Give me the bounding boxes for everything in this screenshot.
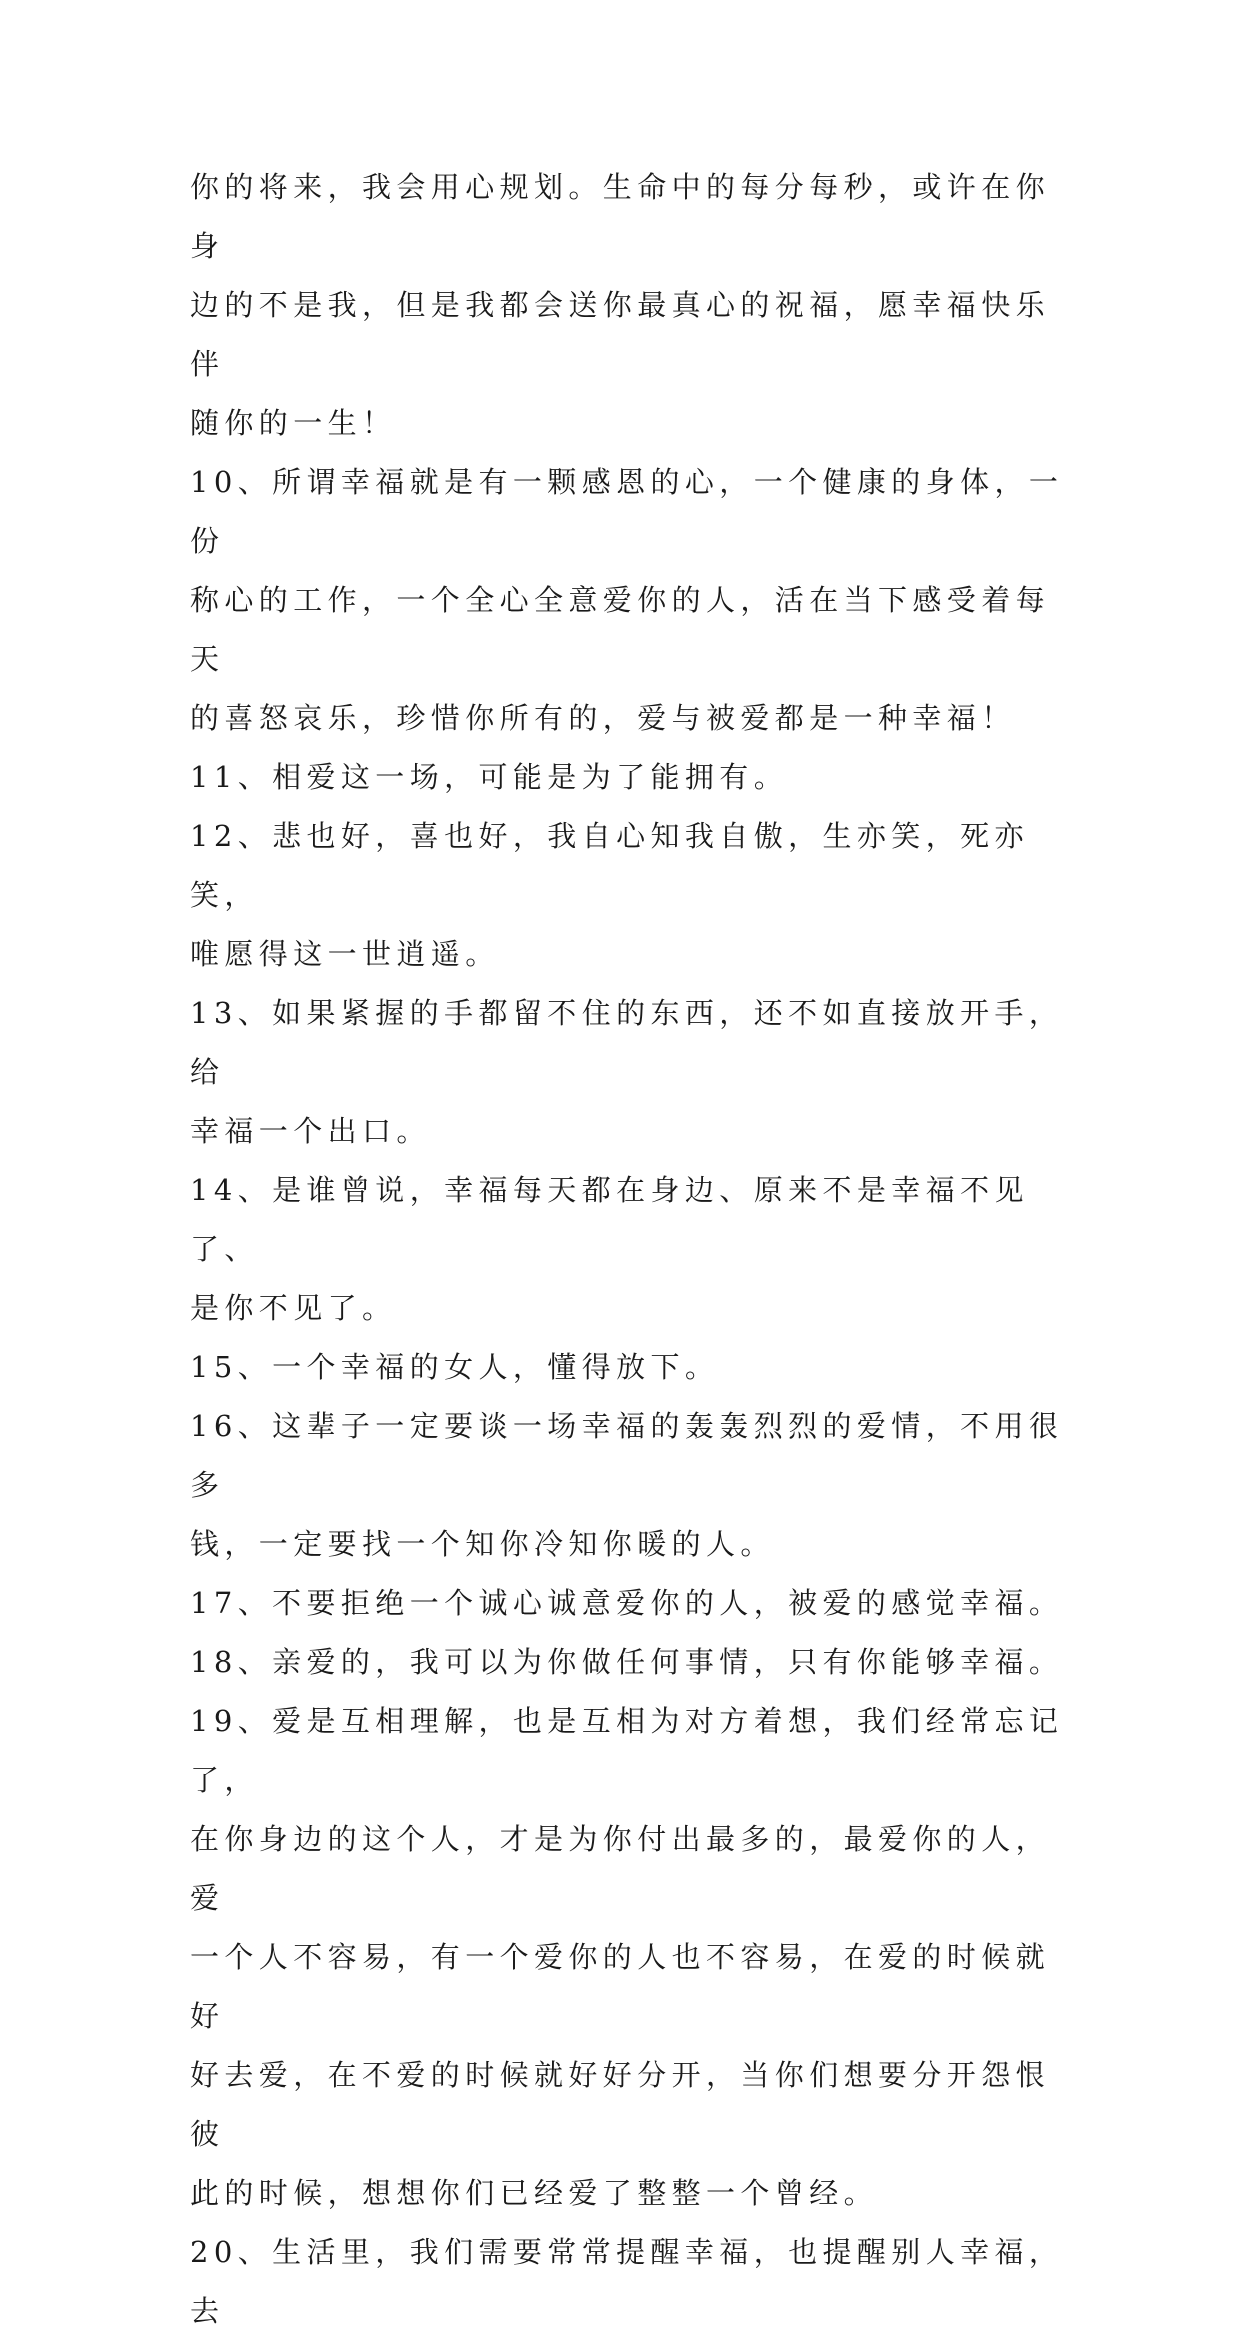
text-line: 好去爱，在不爱的时候就好好分开，当你们想要分开怨恨彼	[190, 2058, 1051, 2151]
text-line: 边的不是我，但是我都会送你最真心的祝福，愿幸福快乐伴	[190, 288, 1051, 381]
text-line: 12、悲也好，喜也好，我自心知我自傲，生亦笑，死亦笑，	[190, 819, 1029, 912]
text-line: 18、亲爱的，我可以为你做任何事情，只有你能够幸福。	[190, 1645, 1064, 1679]
text-line: 是你不见了。	[190, 1291, 397, 1325]
text-line: 称心的工作，一个全心全意爱你的人，活在当下感受着每天	[190, 583, 1051, 676]
text-line: 一个人不容易，有一个爱你的人也不容易，在爱的时候就好	[190, 1940, 1051, 2033]
text-line: 11、相爱这一场，可能是为了能拥有。	[190, 760, 789, 794]
text-line: 随你的一生！	[190, 406, 397, 440]
text-line: 15、一个幸福的女人，懂得放下。	[190, 1350, 720, 1384]
text-line: 10、所谓幸福就是有一颗感恩的心，一个健康的身体，一份	[190, 465, 1064, 558]
text-line: 16、这辈子一定要谈一场幸福的轰轰烈烈的爱情，不用很多	[190, 1409, 1064, 1502]
text-line: 20、生活里，我们需要常常提醒幸福，也提醒别人幸福，去	[190, 2235, 1064, 2328]
text-line: 的喜怒哀乐，珍惜你所有的，爱与被爱都是一种幸福！	[190, 701, 1016, 735]
text-line: 19、爱是互相理解，也是互相为对方着想，我们经常忘记了，	[190, 1704, 1064, 1797]
text-line: 唯愿得这一世逍遥。	[190, 937, 500, 971]
text-line: 你的将来，我会用心规划。生命中的每分每秒，或许在你身	[190, 170, 1051, 263]
text-line: 钱，一定要找一个知你冷知你暖的人。	[190, 1527, 775, 1561]
document-body	[190, 158, 1070, 2341]
text-line: 幸福一个出口。	[190, 1114, 431, 1148]
text-line: 14、是谁曾说，幸福每天都在身边、原来不是幸福不见了、	[190, 1173, 1029, 1266]
text-line: 13、如果紧握的手都留不住的东西，还不如直接放开手，给	[190, 996, 1064, 1089]
text-line: 此的时候，想想你们已经爱了整整一个曾经。	[190, 2176, 879, 2210]
text-line: 17、不要拒绝一个诚心诚意爱你的人，被爱的感觉幸福。	[190, 1586, 1064, 1620]
text-line: 在你身边的这个人，才是为你付出最多的，最爱你的人，爱	[190, 1822, 1051, 1915]
